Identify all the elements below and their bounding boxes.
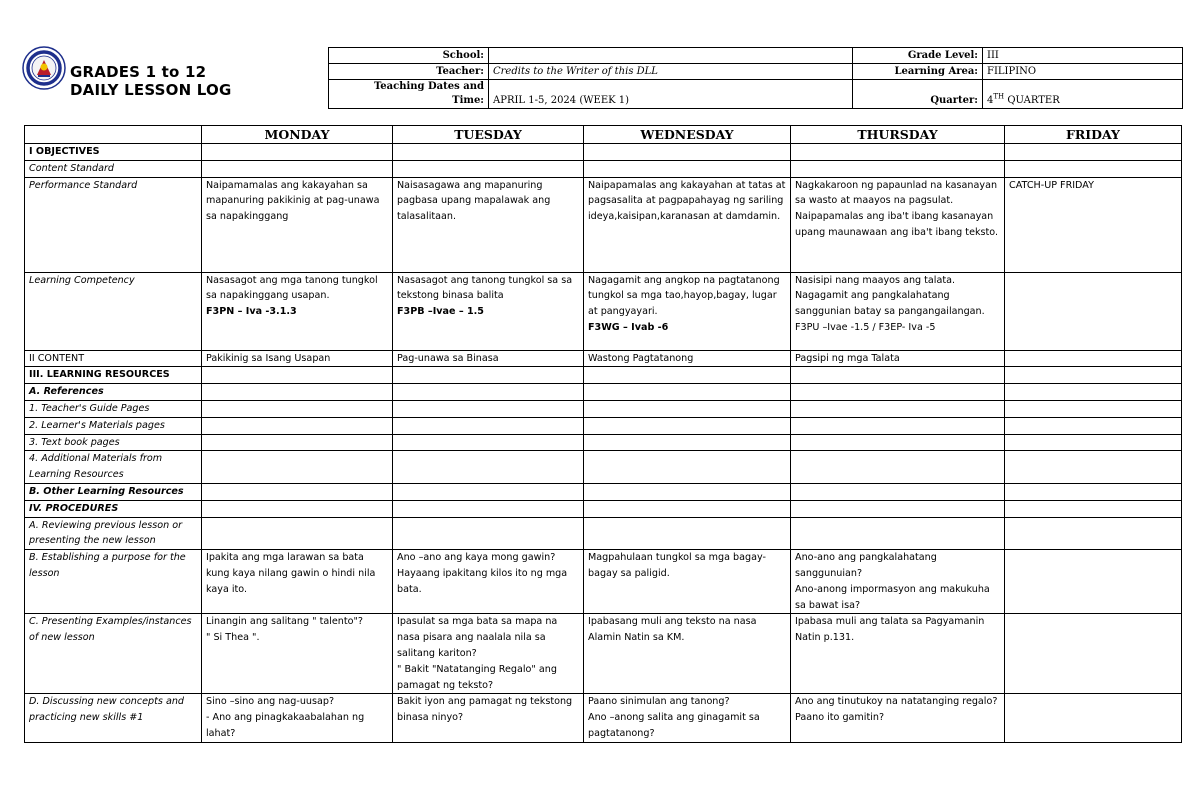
performance-standard-mon: Naipamamalas ang kakayahan sa mapanuring pakikinig at pag-unawa sa napakinggang xyxy=(202,177,393,272)
performance-standard-thu xyxy=(791,177,1005,272)
title-line-1: GRADES 1 to 12 xyxy=(70,63,207,81)
content-label: II CONTENT xyxy=(25,350,202,367)
performance-standard-tue: Naisasagawa ang mapanuring pagbasa upang mapalawak ang talasalitaan. xyxy=(393,177,584,272)
learning-competency-mon-code: F3PN – Iva -3.1.3 xyxy=(206,306,297,318)
learning-competency-thu xyxy=(791,272,1005,350)
additional-materials-row xyxy=(25,451,1182,484)
school-value xyxy=(489,48,853,64)
performance-standard-label: Performance Standard xyxy=(25,177,202,272)
learning-competency-wed xyxy=(584,272,791,350)
additional-materials-label: 4. Additional Materials from Learning Resources xyxy=(25,451,202,484)
title-line-2: DAILY LESSON LOG xyxy=(70,81,232,99)
performance-standard-thu-2: Naipapamalas ang iba't ibang kasanayan upang maunawaan ang iba't ibang teksto. xyxy=(795,211,999,238)
procedures-row xyxy=(25,500,1182,517)
reviewing-label: A. Reviewing previous lesson or presenting the new lesson xyxy=(25,517,202,550)
presenting-mon xyxy=(202,614,393,694)
presenting-wed: Ipabasang muli ang teksto na nasa Alamin Natin sa KM. xyxy=(584,614,791,694)
day-wednesday: WEDNESDAY xyxy=(584,126,791,144)
tg-pages-row xyxy=(25,400,1182,417)
discussing-mon-1: Sino –sino ang nag-uusap? xyxy=(206,696,335,708)
learning-competency-wed-code: F3WG – Ivab -6 xyxy=(588,321,669,333)
discussing-wed-2: Ano –anong salita ang ginagamit sa pagtatanong? xyxy=(588,712,763,739)
learning-competency-thu-3: F3PU –Ivae -1.5 / F3EP- Iva -5 xyxy=(795,321,936,333)
discussing-thu-2: Paano ito gamitin? xyxy=(795,712,885,724)
day-thursday: THURSDAY xyxy=(791,126,1005,144)
performance-standard-fri: CATCH-UP FRIDAY xyxy=(1005,177,1182,272)
learning-competency-tue xyxy=(393,272,584,350)
learning-competency-row xyxy=(25,272,1182,350)
performance-standard-row xyxy=(25,177,1182,272)
discussing-wed-1: Paano sinimulan ang tanong? xyxy=(588,696,730,708)
grade-level-label: Grade Level: xyxy=(853,48,983,64)
lesson-log-table xyxy=(24,125,1182,743)
other-resources-row xyxy=(25,483,1182,500)
objectives-label: I OBJECTIVES xyxy=(25,144,202,161)
presenting-mon-2: " Si Thea ". xyxy=(206,632,260,644)
discussing-thu-1: Ano ang tinutukoy na natatanging regalo? xyxy=(795,696,998,708)
establishing-thu xyxy=(791,550,1005,614)
establishing-row xyxy=(25,550,1182,614)
establishing-label: B. Establishing a purpose for the lesson xyxy=(25,550,202,614)
teacher-label: Teacher: xyxy=(329,64,489,80)
deped-seal-logo xyxy=(22,46,66,90)
discussing-label: D. Discussing new concepts and practicing new skills #1 xyxy=(25,694,202,742)
establishing-mon: Ipakita ang mga larawan sa bata kung kaya nilang gawin o hindi nila kaya ito. xyxy=(202,550,393,614)
presenting-tue xyxy=(393,614,584,694)
teaching-dates-label-1: Teaching Dates and xyxy=(373,81,484,92)
discussing-mon-2: - Ano ang pinagkakaabalahan ng lahat? xyxy=(206,712,368,739)
days-header-row xyxy=(25,126,1182,144)
establishing-tue: Ano –ano ang kaya mong gawin? Hayaang ipakitang kilos ito ng mga bata. xyxy=(393,550,584,614)
discussing-wed xyxy=(584,694,791,742)
teaching-dates-value: APRIL 1-5, 2024 (WEEK 1) xyxy=(489,80,853,109)
discussing-mon xyxy=(202,694,393,742)
learning-competency-tue-text: Nasasagot ang tanong tungkol sa sa tekstong binasa balita xyxy=(397,274,576,302)
discussing-tue: Bakit iyon ang pamagat ng tekstong binasa ninyo? xyxy=(393,694,584,742)
grade-level-value: III xyxy=(983,48,1183,64)
presenting-tue-2: " Bakit "Natatanging Regalo" ang pamagat ng teksto? xyxy=(397,663,560,691)
quarter-label: Quarter: xyxy=(853,80,983,109)
content-standard-label: Content Standard xyxy=(25,160,202,177)
discussing-row xyxy=(25,694,1182,742)
learning-competency-mon xyxy=(202,272,393,350)
establishing-thu-1: Ano-ano ang pangkalahatang sanggunuian? xyxy=(795,552,940,579)
presenting-thu: Ipabasa muli ang talata sa Pagyamanin Natin p.131. xyxy=(791,614,1005,694)
presenting-mon-1: Linangin ang salitang " talento"? xyxy=(206,616,363,628)
tg-pages-label: 1. Teacher's Guide Pages xyxy=(25,400,202,417)
content-standard-row xyxy=(25,160,1182,177)
reviewing-row xyxy=(25,517,1182,550)
presenting-row xyxy=(25,614,1182,694)
content-mon: Pakikinig sa Isang Usapan xyxy=(202,350,393,367)
content-wed: Wastong Pagtatanong xyxy=(584,350,791,367)
learning-competency-thu-1: Nasisipi nang maayos ang talata. xyxy=(795,274,956,286)
document-title xyxy=(70,63,232,99)
content-thu: Pagsipi ng mga Talata xyxy=(791,350,1005,367)
performance-standard-thu-1: Nagkakaroon ng papaunlad na kasanayan sa wasto at maayos na pagsulat. xyxy=(795,179,1001,207)
learning-competency-mon-text: Nasasagot ang mga tanong tungkol sa napakinggang usapan. xyxy=(206,274,381,302)
textbook-pages-label: 3. Text book pages xyxy=(25,434,202,451)
corner-cell xyxy=(25,126,202,144)
learning-competency-wed-text: Nagagamit ang angkop na pagtatanong tungkol sa mga tao,hayop,bagay, lugar at pangyayari. xyxy=(588,274,783,318)
quarter-suffix: TH xyxy=(993,92,1005,101)
establishing-wed: Magpahulaan tungkol sa mga bagay-bagay sa paligid. xyxy=(584,550,791,614)
quarter-word: QUARTER xyxy=(1004,95,1060,106)
header-info-table xyxy=(328,47,1183,109)
learning-area-label: Learning Area: xyxy=(853,64,983,80)
day-monday: MONDAY xyxy=(202,126,393,144)
learning-competency-thu-2: Nagagamit ang pangkalahatang sanggunian batay sa pangangailangan. xyxy=(795,290,985,318)
establishing-thu-2: Ano-anong impormasyon ang makukuha sa bawat isa? xyxy=(795,583,993,611)
teaching-dates-label-2: Time: xyxy=(452,95,484,106)
lm-pages-label: 2. Learner's Materials pages xyxy=(25,417,202,434)
day-tuesday: TUESDAY xyxy=(393,126,584,144)
teaching-dates-label xyxy=(329,80,489,109)
references-row xyxy=(25,384,1182,401)
quarter-number: 4 xyxy=(987,95,994,106)
performance-standard-wed: Naipapamalas ang kakayahan at tatas at pagsasalita at pagpapahayag ng sariling ideya,kaisipan,karanasan at damdamin. xyxy=(584,177,791,272)
presenting-tue-1: Ipasulat sa mga bata sa mapa na nasa pisara ang naalala nila sa salitang kariton? xyxy=(397,616,561,659)
references-label: A. References xyxy=(25,384,202,401)
objectives-row xyxy=(25,144,1182,161)
teacher-value: Credits to the Writer of this DLL xyxy=(489,64,853,80)
textbook-pages-row xyxy=(25,434,1182,451)
quarter-value xyxy=(983,80,1183,109)
content-row xyxy=(25,350,1182,367)
learning-competency-label: Learning Competency xyxy=(25,272,202,350)
learning-resources-label: III. LEARNING RESOURCES xyxy=(25,367,202,384)
learning-resources-row xyxy=(25,367,1182,384)
presenting-label: C. Presenting Examples/instances of new lesson xyxy=(25,614,202,694)
content-tue: Pag-unawa sa Binasa xyxy=(393,350,584,367)
school-label: School: xyxy=(329,48,489,64)
learning-competency-tue-code: F3PB –Ivae – 1.5 xyxy=(397,306,484,318)
lm-pages-row xyxy=(25,417,1182,434)
procedures-label: IV. PROCEDURES xyxy=(25,500,202,517)
learning-area-value: FILIPINO xyxy=(983,64,1183,80)
day-friday: FRIDAY xyxy=(1005,126,1182,144)
discussing-thu xyxy=(791,694,1005,742)
other-resources-label: B. Other Learning Resources xyxy=(25,483,202,500)
